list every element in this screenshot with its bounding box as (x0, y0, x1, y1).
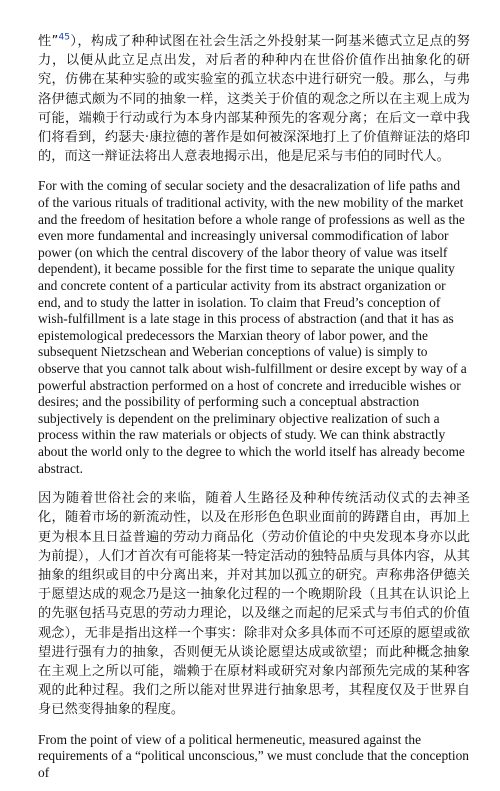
footnote-link-45[interactable]: 45 (58, 32, 71, 43)
english-paragraph-1: For with the coming of secular society and the desacralization of life paths and of the various rituals of traditional activity, with the new mobility of the market and the freedom of hesitation before a whole range of professions as well as the even more fundamental and increasingly universal commodification of labor power (on which the central discovery of the labor theory of value was itself dependent), it became possible for the first time to separate the unique quality and concrete content of a particular activity from its abstract organization or end, and to study the latter in isolation. To claim that Freud’s conception of wish-fulfillment is a late stage in this process of abstraction (and that it has as epistemological predecessors the Marxian theory of labor power, and the subsequent Nietzschean and Weberian conceptions of value) is simply to observe that you cannot talk about wish-fulfillment or desire except by way of a powerful abstraction performed on a host of concrete and irreducible wishes or desires; and the possibility of performing such a conceptual abstraction subjectively is dependent on the preliminary objective realization of such a process within the raw materials or objects of study. We can think abstractly about the world only to the degree to which the world itself has already become abstract. (38, 178, 467, 476)
paragraph-1-body: ），构成了种种试图在社会生活之外投射某一阿基米德式立足点的努力，以便从此立足点出发，对后者的种种内在世俗价值作出抽象化的研究，仿佛在某种实验的或实验室的孤立状态中进行研究一般。那么，与弗洛伊德式颇为不同的抽象一样，这类关于价值的观念之所以在主观上成为可能，端赖于行动或行为本身内部某种预先的客观分离；在后文一章中我们将看到，约瑟夫·康拉德的著作是如何被深深地打上了价值辩证法的烙印的，而这一辩证法将出人意表地揭示出，他是尼采与韦伯的同时代人。 (38, 34, 470, 165)
chinese-paragraph-2: 因为随着世俗社会的来临，随着人生路径及种种传统活动仪式的去神圣化，随着市场的新流动性，以及在形形色色职业面前的踌躇自由，再加上更为根本且日益普遍的劳动力商品化（劳动价值论的中央发现本身亦以此为前提），人们才首次有可能将某一特定活动的独特品质与具体内容，从其抽象的组织或目的中分离出来，并对其加以孤立的研究。声称弗洛伊德关于愿望达成的观念乃是这一抽象化过程的一个晚期阶段（且其在认识论上的先驱包括马克思的劳动力理论，以及继之而起的尼采式与韦伯式的价值观念），无非是指出这样一个事实：除非对众多具体而不可还原的愿望或欲望进行强有力的抽象，否则便无从谈论愿望达成或欲望；而此种概念抽象在主观上之所以可能，端赖于在原材料或研究对象内部预先完成的某种客观的此种过程。我们之所以能对世界进行抽象思考，其程度仅及于世界自身已然变得抽象的程度。 (38, 491, 470, 718)
paragraph-1-lead: 性” (38, 34, 59, 49)
english-paragraph-2: From the point of view of a political hermeneutic, measured against the requirements of a “political unconscious,” we must conclude that the conception of (38, 731, 469, 780)
chinese-paragraph-1 (38, 32, 470, 166)
document-page (38, 32, 470, 791)
